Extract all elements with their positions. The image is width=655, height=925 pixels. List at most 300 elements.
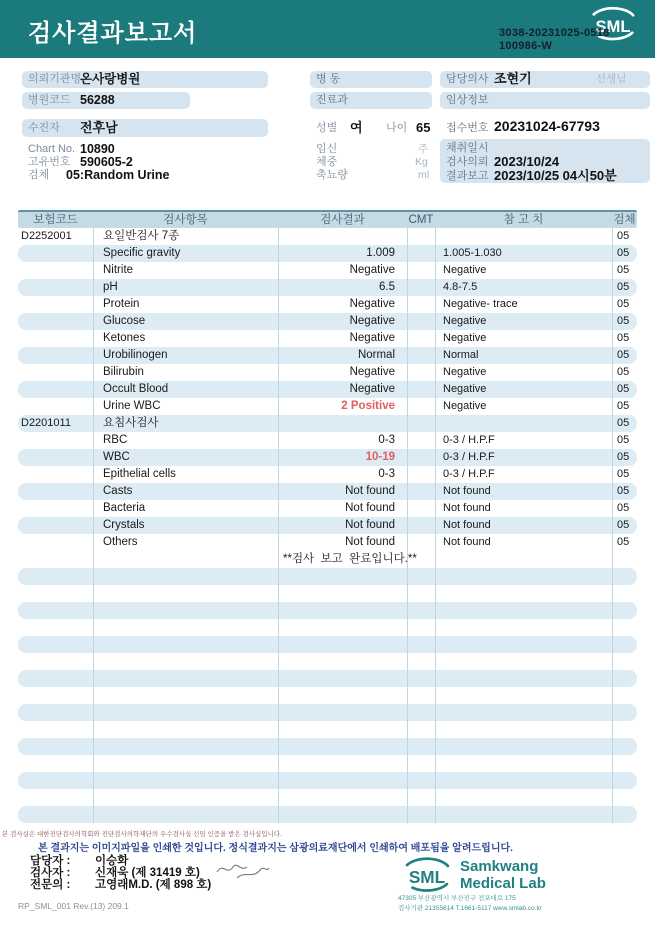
cell-code bbox=[18, 517, 93, 534]
cell-code bbox=[18, 619, 93, 636]
cell-cmt bbox=[407, 602, 435, 619]
institution-value: 온사랑병원 bbox=[80, 72, 141, 86]
unique-no-value: 590605-2 bbox=[80, 155, 133, 169]
specialist-value: 고영래M.D. (제 898 호) bbox=[95, 879, 212, 891]
cell-ref: Negative bbox=[443, 315, 487, 327]
cell-spec: 05 bbox=[617, 502, 630, 514]
col-header-result: 검사결과 bbox=[320, 214, 365, 226]
clinical-info-label: 임상정보 bbox=[446, 94, 489, 106]
cell-name: Ketones bbox=[103, 332, 146, 344]
lab-name bbox=[460, 858, 546, 892]
cell-name: Nitrite bbox=[103, 264, 134, 276]
cell-code bbox=[18, 789, 93, 806]
cell-spec: 05 bbox=[617, 332, 630, 344]
cell-result bbox=[278, 568, 407, 585]
cell-spec: 05 bbox=[617, 519, 630, 531]
cell-result: 6.5 bbox=[379, 281, 395, 293]
cell-ref bbox=[435, 415, 612, 432]
cell-name: Casts bbox=[103, 485, 133, 497]
cell-name: pH bbox=[103, 281, 118, 293]
cell-spec: 05 bbox=[617, 417, 630, 429]
lab-contact: 검사기관 21355614 T.1661-5117 www.smlab.co.kr bbox=[398, 905, 542, 912]
sml-footer-logo-icon bbox=[398, 855, 456, 895]
cell-code bbox=[18, 534, 93, 551]
cell-cmt bbox=[407, 500, 435, 517]
empty-table-row bbox=[18, 738, 637, 755]
cell-ref bbox=[435, 687, 612, 704]
cell-cmt bbox=[407, 313, 435, 330]
cell-code bbox=[18, 738, 93, 755]
completion-message-row bbox=[18, 551, 637, 568]
patient-name-value: 전후남 bbox=[80, 120, 118, 135]
cell-ref: Negative bbox=[443, 366, 487, 378]
cell-ref: Not found bbox=[443, 502, 491, 514]
cell-name: Urine WBC bbox=[103, 400, 161, 412]
cell-cmt bbox=[407, 262, 435, 279]
page-title: 검사결과보고서 bbox=[28, 20, 198, 47]
chart-no-label: Chart No. bbox=[28, 143, 76, 155]
cell-result: Normal bbox=[357, 349, 395, 361]
cell-code bbox=[18, 585, 93, 602]
cell-spec: 05 bbox=[617, 281, 630, 293]
cell-spec: 05 bbox=[617, 468, 630, 480]
cell-result bbox=[278, 772, 407, 789]
cell-result bbox=[278, 636, 407, 653]
table-row bbox=[18, 364, 637, 381]
cell-result bbox=[278, 789, 407, 806]
cell-ref: Normal bbox=[443, 349, 479, 361]
cell-code bbox=[18, 721, 93, 738]
cell-cmt bbox=[407, 789, 435, 806]
cell-cmt bbox=[407, 585, 435, 602]
cell-name: Bilirubin bbox=[103, 366, 144, 378]
cell-code bbox=[18, 772, 93, 789]
cell-result bbox=[278, 687, 407, 704]
cell-spec bbox=[612, 789, 637, 806]
cell-name: Glucose bbox=[103, 315, 146, 327]
cell-name bbox=[93, 721, 278, 738]
cell-spec bbox=[612, 738, 637, 755]
cell-spec bbox=[612, 806, 637, 823]
chart-no-value: 10890 bbox=[80, 142, 115, 156]
manager-label: 담당자 : bbox=[30, 855, 71, 867]
col-header-test-name: 검사항목 bbox=[163, 214, 208, 226]
table-column-divider bbox=[435, 228, 436, 823]
cell-cmt bbox=[407, 347, 435, 364]
cell-cmt bbox=[407, 721, 435, 738]
cell-ref: 0-3 / H.P.F bbox=[443, 468, 495, 480]
cell-cmt bbox=[407, 704, 435, 721]
specialist-label: 전문의 : bbox=[30, 879, 71, 891]
cell-code: D2201011 bbox=[21, 417, 71, 429]
cell-result: Negative bbox=[349, 332, 395, 344]
table-row bbox=[18, 432, 637, 449]
cell-name bbox=[93, 602, 278, 619]
cell-cmt bbox=[407, 755, 435, 772]
cell-name bbox=[93, 806, 278, 823]
cell-spec bbox=[612, 619, 637, 636]
accreditation-note: 본 검사실은 대한진단검사의학회와 진단검사의학재단의 우수검사실 신임 인증을 받은 검사실입니다. bbox=[2, 831, 282, 838]
table-row bbox=[18, 330, 637, 347]
cell-cmt bbox=[407, 517, 435, 534]
report-date-label: 결과보고 bbox=[446, 170, 489, 182]
empty-table-row bbox=[18, 585, 637, 602]
empty-table-row bbox=[18, 789, 637, 806]
empty-table-row bbox=[18, 721, 637, 738]
cell-ref: Not found bbox=[443, 485, 491, 497]
weight-label: 체중 bbox=[316, 156, 338, 168]
cell-spec bbox=[612, 653, 637, 670]
cell-cmt bbox=[407, 534, 435, 551]
cell-result bbox=[278, 670, 407, 687]
cell-code bbox=[18, 330, 93, 347]
cell-name bbox=[93, 755, 278, 772]
completion-message: **검사 보고 완료입니다.** bbox=[283, 553, 417, 565]
table-row bbox=[18, 500, 637, 517]
table-column-divider bbox=[407, 228, 408, 823]
cell-code bbox=[18, 602, 93, 619]
cell-result bbox=[278, 415, 407, 432]
results-table-header bbox=[18, 210, 637, 228]
col-header-insurance-code: 보험코드 bbox=[33, 214, 78, 226]
doctor-value: 조현기 bbox=[494, 71, 532, 86]
cell-name: Urobilinogen bbox=[103, 349, 168, 361]
cell-result bbox=[278, 228, 407, 245]
cell-spec: 05 bbox=[617, 247, 630, 259]
cell-ref bbox=[435, 585, 612, 602]
cell-result: Not found bbox=[345, 519, 395, 531]
cell-ref bbox=[435, 772, 612, 789]
cell-result: Negative bbox=[349, 315, 395, 327]
cell-ref: Not found bbox=[443, 536, 491, 548]
cell-cmt bbox=[407, 466, 435, 483]
cell-name: Bacteria bbox=[103, 502, 146, 514]
cell-code bbox=[18, 687, 93, 704]
cell-spec bbox=[612, 721, 637, 738]
cell-result: 0-3 bbox=[378, 434, 395, 446]
cell-spec: 05 bbox=[617, 451, 630, 463]
cell-ref bbox=[435, 721, 612, 738]
cell-ref: Negative bbox=[443, 332, 487, 344]
specimen-value: 05:Random Urine bbox=[66, 168, 170, 182]
cell-cmt bbox=[407, 330, 435, 347]
table-row bbox=[18, 228, 637, 245]
cell-result bbox=[278, 602, 407, 619]
cell-ref bbox=[435, 653, 612, 670]
cell-spec: 05 bbox=[617, 230, 630, 242]
cell-code bbox=[18, 466, 93, 483]
cell-ref: 4.8-7.5 bbox=[443, 281, 478, 293]
cell-result: 10-19 bbox=[365, 451, 395, 463]
cell-code bbox=[18, 279, 93, 296]
table-row bbox=[18, 245, 637, 262]
cell-ref: Not found bbox=[443, 519, 491, 531]
table-row bbox=[18, 398, 637, 415]
cell-name: WBC bbox=[103, 451, 130, 463]
cell-result: Negative bbox=[349, 264, 395, 276]
cell-code bbox=[18, 432, 93, 449]
cell-result bbox=[278, 721, 407, 738]
cell-ref bbox=[435, 755, 612, 772]
cell-result: Not found bbox=[345, 502, 395, 514]
collection-datetime-label: 채취일시 bbox=[446, 142, 489, 154]
cell-cmt bbox=[407, 449, 435, 466]
cell-name bbox=[93, 789, 278, 806]
cell-ref bbox=[435, 789, 612, 806]
cell-result: Negative bbox=[349, 366, 395, 378]
cell-ref: Negative bbox=[443, 383, 487, 395]
cell-code bbox=[18, 245, 93, 262]
cell-spec: 05 bbox=[617, 485, 630, 497]
cell-cmt bbox=[407, 296, 435, 313]
cell-result: 1.009 bbox=[366, 247, 395, 259]
col-header-cmt: CMT bbox=[408, 214, 434, 226]
table-row bbox=[18, 381, 637, 398]
patient-label: 수진자 bbox=[28, 122, 60, 134]
empty-table-row bbox=[18, 772, 637, 789]
cell-name bbox=[93, 568, 278, 585]
cell-cmt bbox=[407, 381, 435, 398]
cell-name: Crystals bbox=[103, 519, 145, 531]
examiner-value: 신재욱 (제 31419 호) bbox=[95, 867, 200, 879]
report-date-value: 2023/10/25 04시50분 bbox=[494, 168, 617, 183]
cell-result bbox=[278, 585, 407, 602]
empty-table-row bbox=[18, 619, 637, 636]
cell-result: Negative bbox=[349, 383, 395, 395]
cell-code bbox=[18, 568, 93, 585]
cell-spec: 05 bbox=[617, 349, 630, 361]
cell-result bbox=[278, 704, 407, 721]
cell-name bbox=[93, 687, 278, 704]
cell-spec: 05 bbox=[617, 536, 630, 548]
department-label: 진료과 bbox=[316, 94, 348, 106]
cell-name bbox=[93, 636, 278, 653]
cell-code bbox=[18, 704, 93, 721]
cell-code bbox=[18, 500, 93, 517]
age-label: 나이 bbox=[386, 122, 408, 134]
cell-name bbox=[93, 670, 278, 687]
cell-cmt bbox=[407, 483, 435, 500]
table-row bbox=[18, 279, 637, 296]
cell-cmt bbox=[407, 806, 435, 823]
cell-ref: Negative bbox=[443, 264, 487, 276]
cell-spec: 05 bbox=[617, 366, 630, 378]
table-column-divider bbox=[93, 228, 94, 823]
unique-no-label: 고유번호 bbox=[28, 156, 71, 168]
document-code: RP_SML_001 Rev.(13) 209.1 bbox=[18, 901, 129, 911]
cell-cmt bbox=[407, 279, 435, 296]
cell-code bbox=[18, 806, 93, 823]
cell-name bbox=[93, 704, 278, 721]
doctor-suffix: 선생님 bbox=[596, 73, 627, 85]
pregnancy-label: 임신 bbox=[316, 143, 338, 155]
cell-spec: 05 bbox=[617, 434, 630, 446]
doctor-label: 담당의사 bbox=[446, 73, 489, 85]
table-row bbox=[18, 347, 637, 364]
table-row bbox=[18, 483, 637, 500]
hospital-code-value: 56288 bbox=[80, 93, 115, 107]
empty-table-row bbox=[18, 755, 637, 772]
cell-ref: 1.005-1.030 bbox=[443, 247, 502, 259]
table-row bbox=[18, 262, 637, 279]
empty-table-row bbox=[18, 704, 637, 721]
cell-spec: 05 bbox=[617, 400, 630, 412]
cell-cmt bbox=[407, 636, 435, 653]
table-row bbox=[18, 517, 637, 534]
cell-code bbox=[18, 636, 93, 653]
results-table bbox=[18, 210, 637, 823]
cell-code bbox=[18, 347, 93, 364]
cell-ref bbox=[435, 806, 612, 823]
pregnancy-unit: 주 bbox=[418, 143, 429, 155]
cell-name bbox=[93, 738, 278, 755]
cell-name: Occult Blood bbox=[103, 383, 169, 395]
cell-result: 0-3 bbox=[378, 468, 395, 480]
urine-volume-unit: ml bbox=[418, 169, 430, 181]
cell-cmt bbox=[407, 228, 435, 245]
lab-name-line2: Medical Lab bbox=[460, 875, 546, 892]
cell-name bbox=[93, 772, 278, 789]
col-header-specimen: 검체 bbox=[613, 214, 636, 226]
cell-result: Not found bbox=[345, 485, 395, 497]
table-column-divider bbox=[612, 228, 613, 823]
report-header-bar bbox=[0, 0, 655, 58]
cell-spec bbox=[612, 704, 637, 721]
weight-unit: Kg bbox=[415, 156, 428, 168]
hospital-code-label: 병원코드 bbox=[28, 94, 71, 106]
cell-spec bbox=[612, 687, 637, 704]
cell-code: D2252001 bbox=[21, 230, 72, 242]
cell-spec bbox=[612, 568, 637, 585]
cell-spec: 05 bbox=[617, 264, 630, 276]
cell-result: 2 Positive bbox=[341, 400, 395, 412]
empty-table-row bbox=[18, 602, 637, 619]
cell-code bbox=[18, 449, 93, 466]
cell-name: Specific gravity bbox=[103, 247, 181, 259]
barcode-line1: 3038-20231025-0518 bbox=[499, 27, 610, 39]
cell-name: RBC bbox=[103, 434, 128, 446]
cell-code bbox=[18, 653, 93, 670]
cell-code bbox=[18, 262, 93, 279]
cell-result bbox=[278, 619, 407, 636]
empty-table-row bbox=[18, 806, 637, 823]
cell-ref: Negative- trace bbox=[443, 298, 518, 310]
ward-label: 병 동 bbox=[316, 73, 341, 85]
sex-value: 여 bbox=[350, 120, 363, 135]
table-column-divider bbox=[278, 228, 279, 823]
cell-cmt bbox=[407, 415, 435, 432]
cell-name: Epithelial cells bbox=[103, 468, 176, 480]
cell-name: Others bbox=[103, 536, 138, 548]
cell-spec bbox=[612, 670, 637, 687]
cell-ref bbox=[435, 636, 612, 653]
cell-code bbox=[18, 755, 93, 772]
sex-label: 성별 bbox=[316, 122, 338, 134]
cell-ref: Negative bbox=[443, 400, 487, 412]
cell-cmt bbox=[407, 619, 435, 636]
cell-cmt bbox=[407, 364, 435, 381]
cell-cmt bbox=[407, 245, 435, 262]
cell-code bbox=[18, 296, 93, 313]
table-row bbox=[18, 449, 637, 466]
cell-result bbox=[278, 653, 407, 670]
examiner-label: 검사자 : bbox=[30, 867, 71, 879]
cell-name bbox=[93, 653, 278, 670]
table-row bbox=[18, 296, 637, 313]
cell-name: 요침사검사 bbox=[103, 417, 159, 429]
cell-cmt bbox=[407, 738, 435, 755]
cell-ref: 0-3 / H.P.F bbox=[443, 451, 495, 463]
cell-spec bbox=[612, 636, 637, 653]
cell-ref bbox=[435, 602, 612, 619]
cell-ref bbox=[435, 738, 612, 755]
cell-name: Protein bbox=[103, 298, 140, 310]
cell-result bbox=[278, 755, 407, 772]
col-header-reference: 참 고 치 bbox=[503, 214, 544, 226]
table-row bbox=[18, 466, 637, 483]
cell-code bbox=[18, 313, 93, 330]
cell-result: Not found bbox=[345, 536, 395, 548]
empty-table-row bbox=[18, 687, 637, 704]
cell-code bbox=[18, 381, 93, 398]
cell-ref bbox=[435, 619, 612, 636]
table-row bbox=[18, 415, 637, 432]
empty-table-row bbox=[18, 670, 637, 687]
cell-code bbox=[18, 670, 93, 687]
lab-address: 47305 부산광역시 부산진구 전포대로 175 bbox=[398, 895, 516, 902]
results-table-body bbox=[18, 228, 637, 823]
cell-spec bbox=[612, 755, 637, 772]
cell-spec: 05 bbox=[617, 383, 630, 395]
empty-table-row bbox=[18, 568, 637, 585]
svg-text:SML: SML bbox=[595, 16, 631, 36]
table-row bbox=[18, 534, 637, 551]
institution-label: 의뢰기관명 bbox=[28, 73, 82, 85]
cell-spec: 05 bbox=[617, 298, 630, 310]
specimen-label: 검체 bbox=[28, 169, 50, 181]
specimen-barcode-number bbox=[499, 27, 610, 53]
cell-cmt bbox=[407, 398, 435, 415]
cell-code bbox=[18, 364, 93, 381]
cell-ref bbox=[435, 670, 612, 687]
cell-name: 요일반검사 7종 bbox=[103, 230, 180, 242]
cell-result bbox=[278, 738, 407, 755]
order-date-label: 검사의뢰 bbox=[446, 156, 489, 168]
print-notice: 본 결과지는 이미지파일을 인쇄한 것입니다. 정식결과지는 삼광의료재단에서 인쇄하여 배포됨을 알려드립니다. bbox=[38, 843, 513, 854]
cell-cmt bbox=[407, 670, 435, 687]
empty-table-row bbox=[18, 636, 637, 653]
table-row bbox=[18, 313, 637, 330]
cell-name bbox=[93, 619, 278, 636]
cell-code bbox=[18, 398, 93, 415]
cell-cmt bbox=[407, 772, 435, 789]
cell-cmt bbox=[407, 653, 435, 670]
cell-cmt bbox=[407, 568, 435, 585]
empty-table-row bbox=[18, 653, 637, 670]
cell-code bbox=[18, 483, 93, 500]
cell-ref: 0-3 / H.P.F bbox=[443, 434, 495, 446]
cell-ref bbox=[435, 704, 612, 721]
cell-result bbox=[278, 806, 407, 823]
cell-cmt bbox=[407, 687, 435, 704]
cell-result: Negative bbox=[349, 298, 395, 310]
svg-text:SML: SML bbox=[408, 867, 446, 888]
lab-name-line1: Samkwang bbox=[460, 858, 539, 875]
cell-ref bbox=[435, 228, 612, 245]
barcode-line2: 100986-W bbox=[499, 40, 553, 52]
cell-cmt bbox=[407, 432, 435, 449]
order-date-value: 2023/10/24 bbox=[494, 154, 560, 169]
